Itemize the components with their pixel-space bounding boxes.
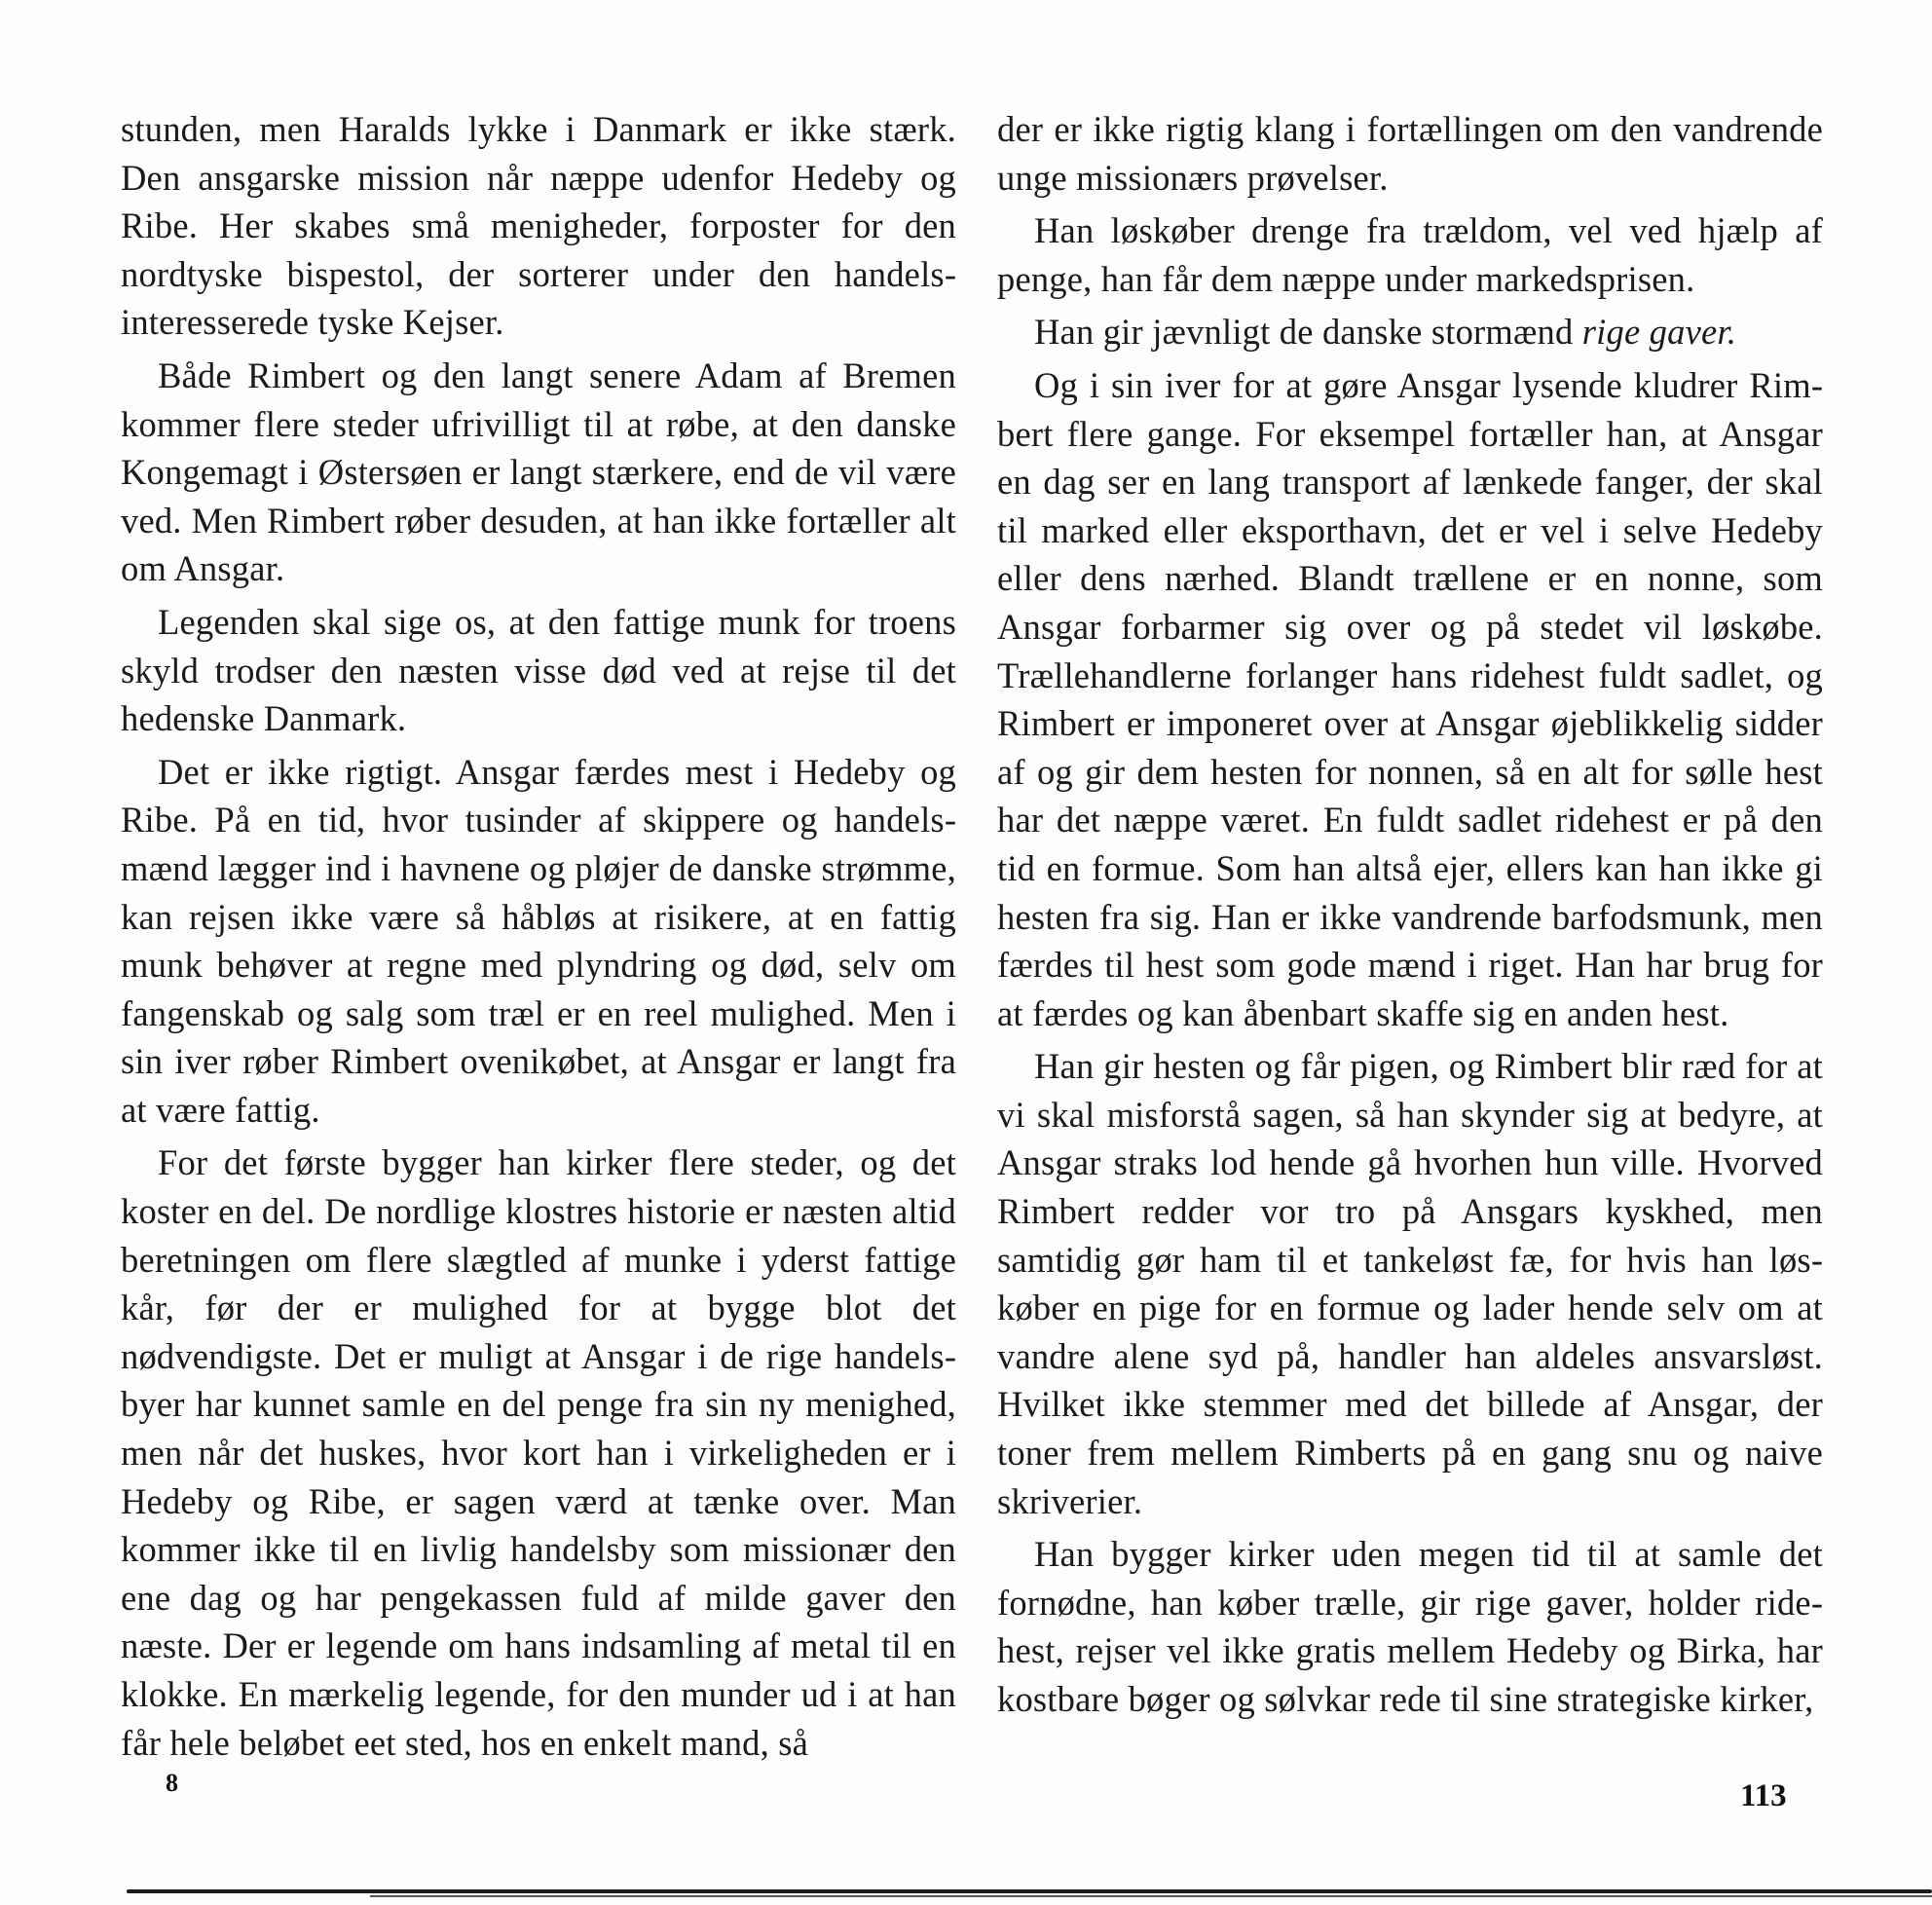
left-page-number: 8 (166, 1769, 178, 1797)
paragraph: Både Rimbert og den langt senere Adam af Bremen kommer flere steder ufrivilligt til at røbe, at den danske Kongemagt i Østersøen er langt stærkere, end de vil være ved. Men Rimbert røber desuden, at han ikke fortæller alt om Ansgar. (121, 355, 956, 589)
paragraph: Han løskøber drenge fra trældom, vel ved hjælp af penge, han får dem næppe under markedsprisen. (997, 210, 1823, 299)
paragraph: Legenden skal sige os, at den fattige munk for troens skyld trodser den næsten visse død ved at rejse til det hedenske Danmark. (121, 601, 956, 739)
right-page-text (997, 105, 1823, 1724)
paragraph: stunden, men Haralds lykke i Danmark er ikke stærk. Den ansgarske mission når næppe udenfor Hedeby og Ribe. Her skabes små menigheder, forposter for den nordtyske bispestol, der sorterer under den handelsinteresserede tyske Kejser. (121, 109, 956, 343)
left-page-text (121, 105, 956, 1767)
paragraph: Og i sin iver for at gøre Ansgar lysende kludrer Rimbert flere gange. For eksempel fortæller han, at Ansgar en dag ser en lang transport af lænkede fanger, der skal til marked eller eksporthavn, det er vel i selve Hedeby eller dens nærhed. Blandt trællene er en nonne, som Ansgar forbarmer sig over og på stedet vil løskøbe. Trællehandlerne forlanger hans ridehest fuldt sadlet, og Rimbert er imponeret over at Ansgar øjeblikkelig sidder af og gir dem hesten for nonnen, så en alt for sølle hest har det næppe været. En fuldt sadlet ridehest er på den tid en formue. Som han altså ejer, ellers kan han ikke gi hesten fra sig. Han er ikke vandrende barfodsmunk, men færdes til hest som gode mænd i riget. Han har brug for at færdes og kan åbenbart skaffe sig en anden hest. (997, 364, 1823, 1033)
emphasized-text: rige gaver. (1581, 312, 1737, 353)
right-page-number: 113 (1740, 1778, 1787, 1813)
paragraph-text: Han gir jævnligt de danske stormænd (1034, 312, 1582, 353)
page-edge-line (370, 1895, 1932, 1897)
paragraph: Det er ikke rigtigt. Ansgar færdes mest i Hedeby og Ribe. På en tid, hvor tusinder af skippere og handelsmænd lægger ind i havnene og pløjer de danske strømme, kan rejsen ikke være så håbløs at risikere, at en fattig munk behøver at regne med plyndring og død, selv om fangenskab og salg som træl er en reel mulighed. Men i sin iver røber Rimbert ovenikøbet, at Ansgar er langt fra at være fattig. (121, 751, 956, 1130)
paragraph: Han bygger kirker uden megen tid til at samle det fornødne, han køber trælle, gir rige gaver, holder ridehest, rejser vel ikke gratis mellem Hedeby og Birka, har kostbare bøger og sølvkar rede til sine strategiske kirker, (997, 1534, 1823, 1719)
paragraph (997, 308, 1823, 356)
paragraph: For det første bygger han kirker flere steder, og det koster en del. De nordlige klostres historie er næsten altid beretningen om flere slægtled af munke i yderst fattige kår, før der er mulighed for at bygge blot det nødvendigste. Det er muligt at Ansgar i de rige handelsbyer har kunnet samle en del penge fra sin ny menighed, men når det huskes, hvor kort han i virkeligheden er i Hedeby og Ribe, er sagen værd at tænke over. Man kommer ikke til en livlig handelsby som missionær den ene dag og har pengekassen fuld af milde gaver den næste. Der er legende om hans indsamling af metal til en klokke. En mærkelig legende, for den munder ud i at han får hele beløbet eet sted, hos en enkelt mand, så (121, 1142, 956, 1763)
paragraph: der er ikke rigtig klang i fortællingen om den vandrende unge missionærs prøvelser. (997, 109, 1823, 198)
page-edge-line (127, 1889, 1932, 1893)
paragraph: Han gir hesten og får pigen, og Rimbert blir ræd for at vi skal misforstå sagen, så han skynder sig at bedyre, at Ansgar straks lod hende gå hvorhen hun ville. Hvorved Rimbert redder vor tro på Ansgars kyskhed, men samtidig gør ham til et tankeløst fæ, for hvis han løskøber en pige for en formue og lader hende selv om at vandre alene syd på, handler han aldeles ansvarsløst. Hvilket ikke stemmer med det billede af Ansgar, der toner frem mellem Rimberts på en gang snu og naive skriverier. (997, 1046, 1823, 1521)
